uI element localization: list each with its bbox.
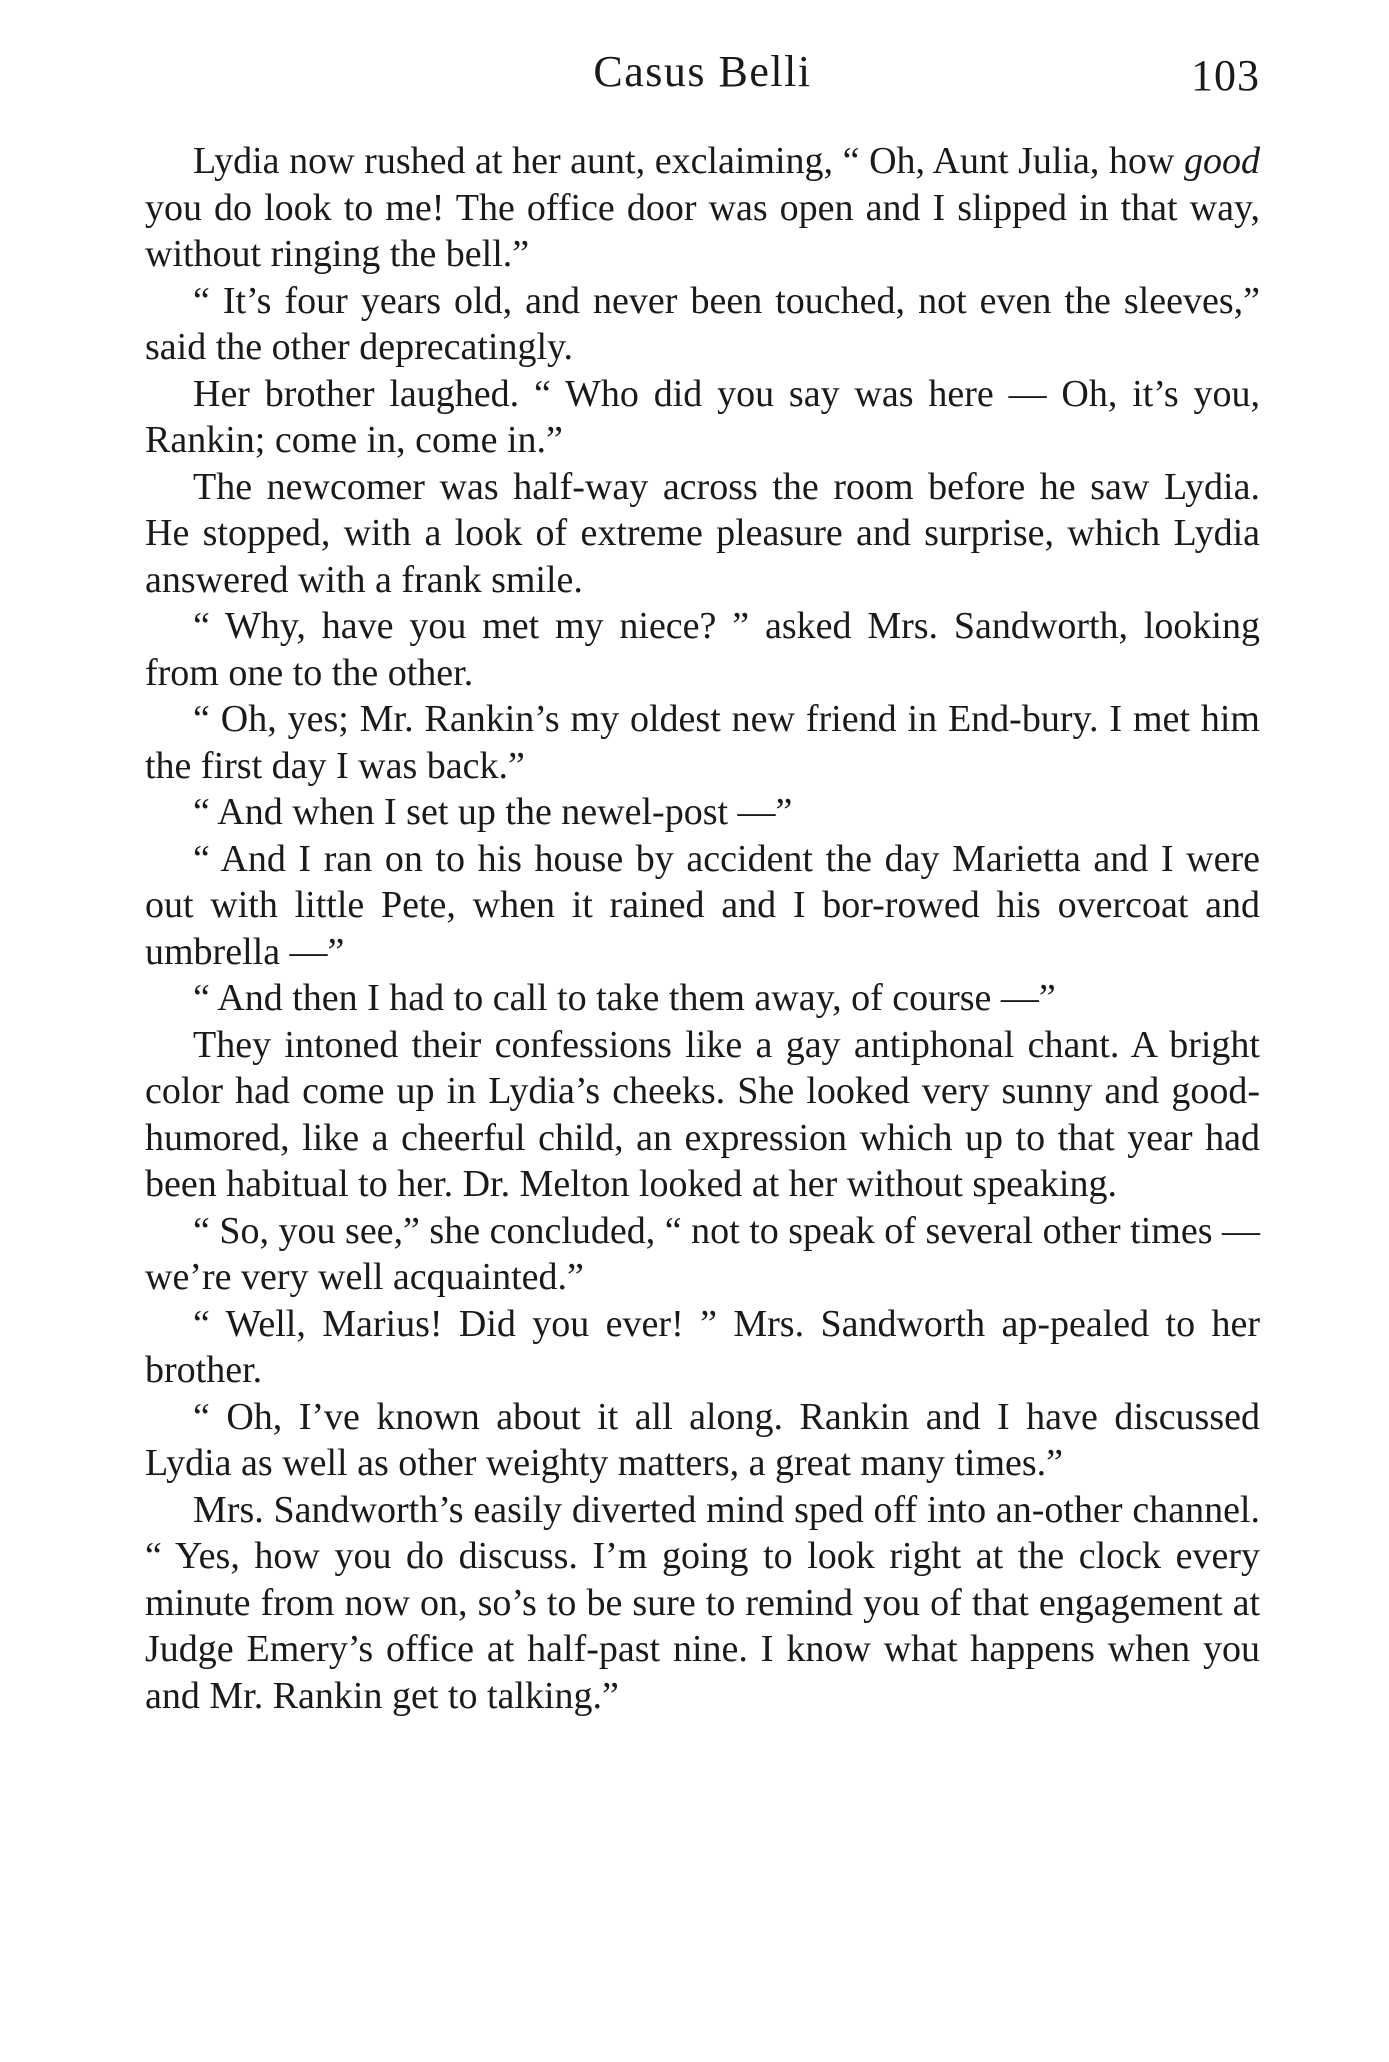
paragraph: Mrs. Sandworth’s easily diverted mind sped off into an-other channel. “ Yes, how you do discuss. I’m going to look right at the clock every minute from now on, so’s to be sure to remind you of that engagement at Judge Emery’s office at half-past nine. I know what happens when you and Mr. Rankin get to talking.” [145,1488,1260,1717]
paragraph: “ Well, Marius! Did you ever! ” Mrs. Sandworth ap-pealed to her brother. [145,1302,1260,1391]
body-text [145,138,1260,1719]
paragraph-text: you do look to me! The office door was open and I slipped in that way, without ringing the bell.” [145,186,1260,275]
paragraph: “ And then I had to call to take them away, of course —” [193,977,1056,1019]
paragraph: “ Oh, I’ve known about it all along. Rankin and I have discussed Lydia as well as other weighty matters, a great many times.” [145,1395,1260,1484]
paragraph-text: Lydia now rushed at her aunt, exclaiming, “ Oh, Aunt Julia, how [193,140,1184,182]
emphasized-word: good [1184,140,1260,182]
paragraph: The newcomer was half-way across the room before he saw Lydia. He stopped, with a look of extreme pleasure and surprise, which Lydia answered with a frank smile. [145,465,1260,601]
paragraph: Her brother laughed. “ Who did you say was here — Oh, it’s you, Rankin; come in, come in.” [145,372,1260,461]
page-header [145,46,1260,106]
paragraph: “ And when I set up the newel-post —” [193,791,793,833]
paragraph [145,138,1260,278]
page-number: 103 [1191,51,1260,100]
paragraph: “ Why, have you met my niece? ” asked Mrs. Sandworth, looking from one to the other. [145,605,1260,694]
paragraph: “ Oh, yes; Mr. Rankin’s my oldest new friend in End-bury. I met him the first day I was back.” [145,698,1260,787]
paragraph: “ So, you see,” she concluded, “ not to speak of several other times — we’re very well acquainted.” [145,1209,1260,1298]
running-title: Casus Belli [593,47,812,96]
paragraph: They intoned their confessions like a gay antiphonal chant. A bright color had come up in Lydia’s cheeks. She looked very sunny and good-humored, like a cheerful child, an expression which up to that year had been habitual to her. Dr. Melton looked at her without speaking. [145,1023,1260,1205]
paragraph: “ It’s four years old, and never been touched, not even the sleeves,” said the other deprecatingly. [145,279,1260,368]
paragraph: “ And I ran on to his house by accident the day Marietta and I were out with little Pete, when it rained and I bor-rowed his overcoat and umbrella —” [145,837,1260,973]
